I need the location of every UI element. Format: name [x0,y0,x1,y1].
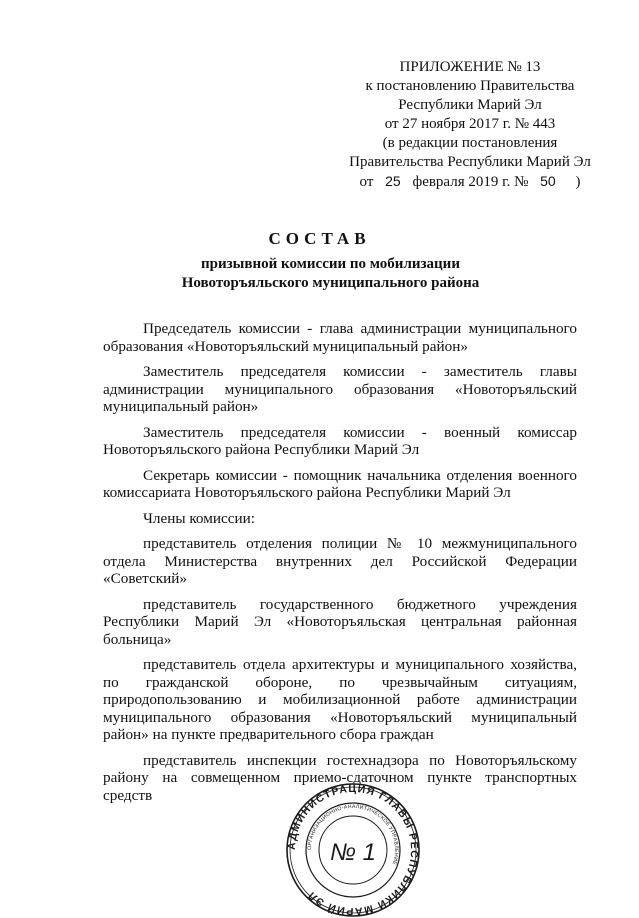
member-police-paragraph: представитель отделения полиции № 10 межмуниципального отдела Министерства внутренних дел Российской Федерации «Советский» [103,535,577,587]
date-rest: февраля 2019 г. № [412,174,529,190]
appendix-ref: к постановлению Правительства [365,78,575,94]
subtitle-line-1: призывной комиссии по мобилизации [201,256,460,272]
secretary-paragraph: Секретарь комиссии - помощник начальника отделения военного комиссариата Новоторъяльского района Республики Марий Эл [103,466,577,501]
member-hospital-paragraph: представитель государственного бюджетного учреждения Республики Марий Эл «Новоторъяльская центральная районная больница» [103,595,577,648]
seal-center-number: № 1 [329,839,377,866]
appendix-edition: (в редакции постановления [382,135,558,151]
appendix-original-date: от 27 ноября 2017 г. № 443 [384,116,556,132]
deputy-chairman-paragraph-1: Заместитель председателя комиссии - заместитель главы администрации муниципального образования «Новоторъяльский муниципальный район» [103,363,577,415]
deputy-chairman-paragraph-2: Заместитель председателя комиссии - военный комиссар Новоторъяльского района Республики Марий Эл [103,423,577,458]
subtitle-line-2: Новоторъяльского муниципального района [181,275,480,291]
date-day: 25 [385,173,401,189]
document-title: СОСТАВ [268,229,371,248]
date-number: 50 [540,173,556,189]
date-prefix: от [359,174,374,190]
document-subtitle [0,255,639,293]
chairman-paragraph: Председатель комиссии - глава администрации муниципального образования «Новоторъяльский муниципальный район» [103,320,577,355]
document-body [103,320,577,804]
appendix-header [320,58,620,192]
member-architecture-paragraph: представитель отдела архитектуры и муниципального хозяйства, по гражданской обороне, по чрезвычайным ситуациям, природопользованию и мобилизационной работе администрации муниципального образования «Новоторъяльский муниципальный район» на пункте предварительного сбора граждан [103,656,577,743]
member-gostekhnadzor-paragraph: представитель инспекции гостехнадзора по Новоторъяльскому району на совмещенном приемо-сдаточном пункте транспортных средств [103,751,577,804]
appendix-number: ПРИЛОЖЕНИЕ № 13 [399,59,541,75]
seal-outer-text: АДМИНИСТРАЦИЯ ГЛАВЫ РЕСПУБЛИКИ МАРИЙ ЭЛ [285,782,421,918]
appendix-amendment-date [320,172,620,192]
appendix-government: Правительства Республики Марий Эл [349,154,591,170]
members-heading: Члены комиссии: [143,509,255,527]
date-close: ) [575,174,581,190]
official-seal-stamp [285,782,421,918]
seal-inner-text: ОРГАНИЗАЦИОННО-АНАЛИТИЧЕСКОЕ УПРАВЛЕНИЕ [306,803,400,866]
appendix-republic: Республики Марий Эл [398,97,542,113]
